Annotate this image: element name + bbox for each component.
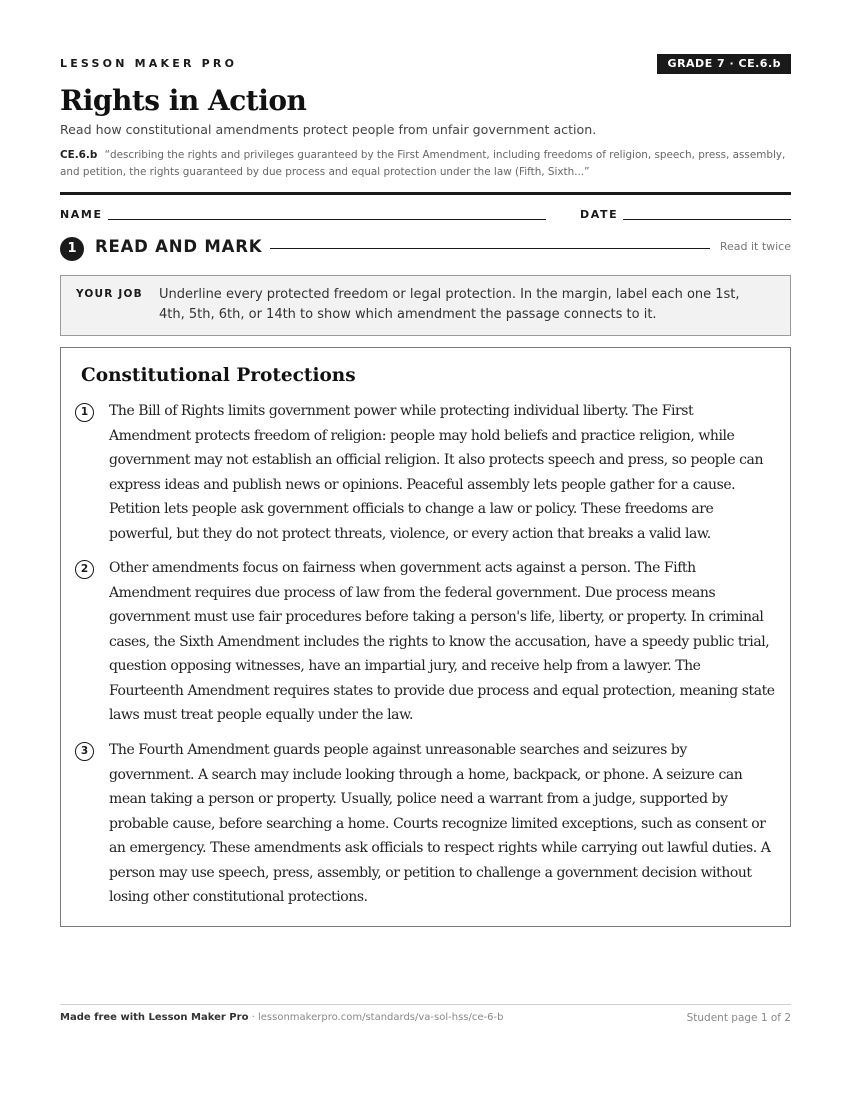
paragraph-number-badge: 1	[75, 403, 94, 422]
instructions-box	[60, 275, 791, 336]
footer-made-with: Made free with Lesson Maker Pro	[60, 1012, 249, 1023]
instructions-label: YOUR JOB	[76, 288, 143, 300]
grade-badge: GRADE 7 · CE.6.b	[657, 54, 791, 74]
section-note: Read it twice	[719, 240, 791, 253]
date-field[interactable]	[623, 219, 791, 220]
header-divider	[60, 192, 791, 195]
passage-title: Constitutional Protections	[81, 365, 356, 386]
paragraph-text[interactable]: The Bill of Rights limits government power while protecting individual liberty. The First Amendment protects freedom of religion: people may hold beliefs and practice religion, while government may not establish an official religion. It also protects speech and press, so people can express ideas and publish news or opinions. Peaceful assembly lets people gather for a cause. Petition lets people ask government officials to change a law or policy. These freedoms are powerful, but they do not protect threats, violence, or every action that breaks a valid law.	[109, 403, 764, 542]
name-label: NAME	[60, 208, 103, 221]
footer-url[interactable]: lessonmakerpro.com/standards/va-sol-hss/ce-6-b	[257, 1012, 504, 1023]
paragraph-number-badge: 2	[75, 560, 94, 579]
standard-code: CE.6.b	[60, 149, 98, 161]
footer-credit	[60, 1012, 503, 1023]
section-number-badge: 1	[60, 237, 84, 261]
footer-divider	[60, 1004, 791, 1005]
paragraph-text[interactable]: The Fourth Amendment guards people against unreasonable searches and seizures by government. A search may include looking through a home, backpack, or phone. A seizure can mean taking a person or property. Usually, police need a warrant from a judge, supported by probable cause, before searching a home. Courts recognize limited exceptions, such as consent or an emergency. These amendments ask officials to respect rights while carrying out lawful duties. A person may use speech, press, assembly, or petition to challenge a government decision without losing other constitutional protections.	[109, 742, 771, 905]
footer-separator: ·	[248, 1012, 258, 1023]
section-title: READ AND MARK	[95, 237, 263, 256]
footer-page-label: Student page 1 of 2	[686, 1012, 791, 1024]
page-title: Rights in Action	[60, 84, 307, 117]
standard-text: “describing the rights and privileges guaranteed by the First Amendment, including freedoms of religion, speech, press, assembly, and petition, the rights guaranteed by due process and equal protection under the law (Fifth, Sixth...”	[60, 149, 786, 178]
page-subtitle: Read how constitutional amendments protect people from unfair government action.	[60, 122, 597, 137]
worksheet-page	[60, 0, 791, 1100]
paragraph-number-badge: 3	[75, 742, 94, 761]
standard-description	[60, 147, 791, 181]
date-label: DATE	[580, 208, 619, 221]
name-field[interactable]	[108, 219, 546, 220]
instructions-text: Underline every protected freedom or legal protection. In the margin, label each one 1st, 4th, 5th, 6th, or 14th to show which amendment the passage connects to it.	[159, 287, 740, 322]
paragraph-text[interactable]: Other amendments focus on fairness when government acts against a person. The Fifth Amendment requires due process of law from the federal government. Due process means government must use fair procedures before taking a person's life, liberty, or property. In criminal cases, the Sixth Amendment includes the rights to know the accusation, have a speedy public trial, question opposing witnesses, have an impartial jury, and receive help from a lawyer. The Fourteenth Amendment requires states to provide due process and equal protection, meaning state laws must treat people equally under the law.	[109, 560, 775, 723]
reading-passage	[60, 347, 791, 927]
brand-name: LESSON MAKER PRO	[60, 57, 238, 70]
section-divider	[270, 248, 710, 249]
